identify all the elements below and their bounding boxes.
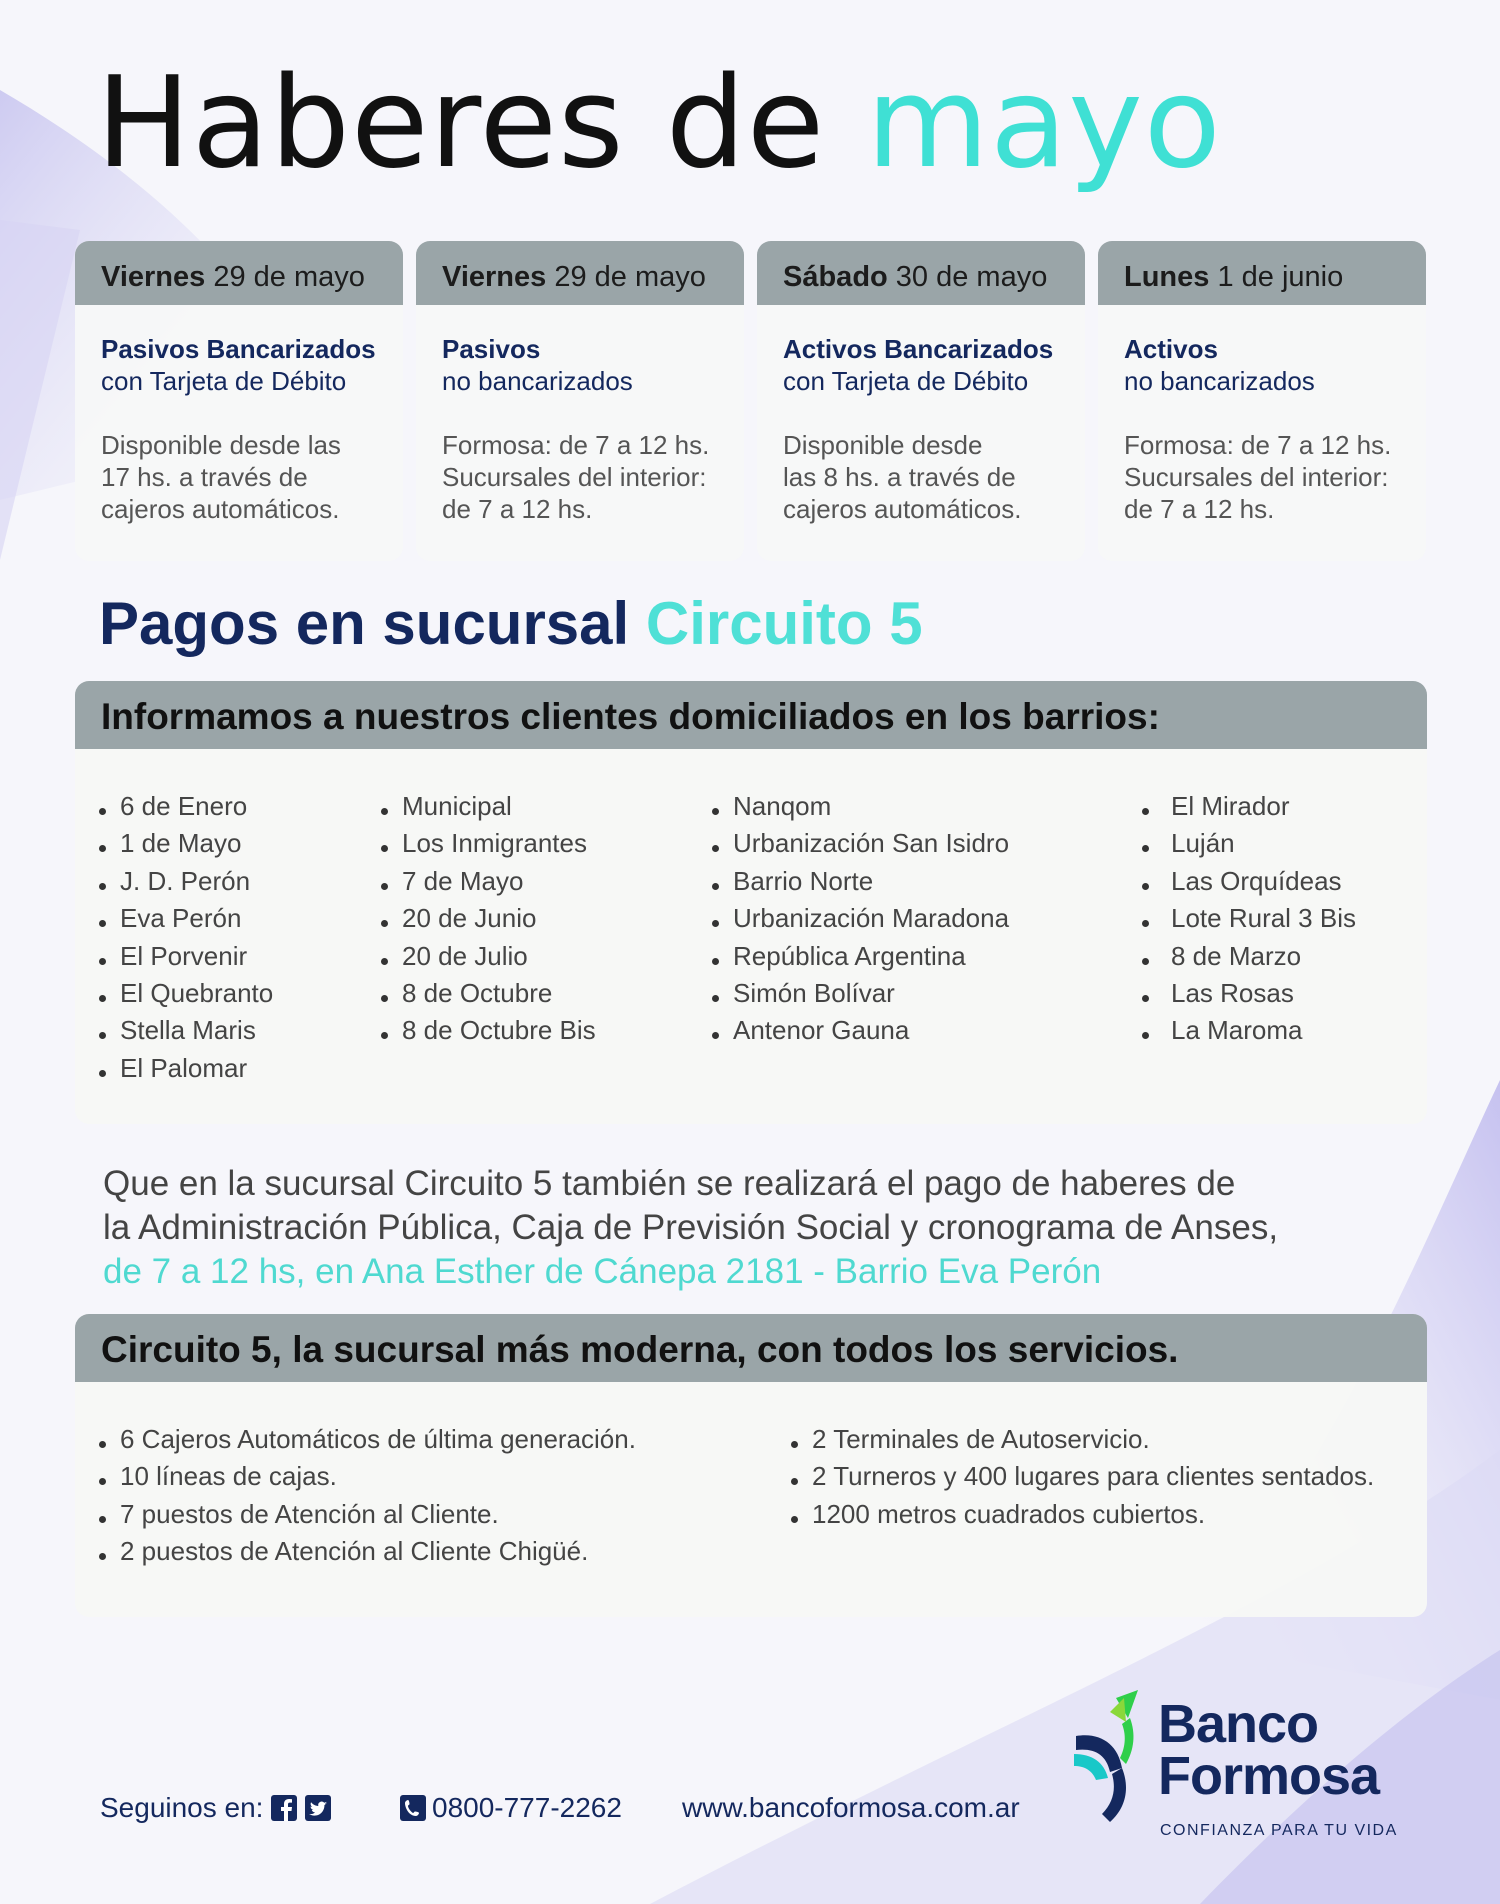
card-desc-line: cajeros automáticos.	[101, 494, 340, 524]
list-item: 2 puestos de Atención al Cliente Chigüé.	[95, 1533, 636, 1570]
list-item: Las Orquídeas	[1136, 863, 1356, 900]
card-description	[101, 429, 403, 525]
card-group: Pasivos	[442, 334, 541, 364]
card-desc-line: Sucursales del interior:	[442, 462, 707, 492]
barrios-panel	[75, 681, 1427, 1124]
card-desc-line: las 8 hs. a través de	[783, 462, 1016, 492]
list-item: Luján	[1136, 825, 1356, 862]
card-group-detail: no bancarizados	[442, 366, 633, 396]
list-item: Urbanización San Isidro	[708, 825, 1009, 862]
list-item: 1200 metros cuadrados cubiertos.	[787, 1496, 1374, 1533]
barrios-column	[708, 788, 1009, 1050]
list-item: Municipal	[377, 788, 596, 825]
phone-number: 0800-777-2262	[432, 1792, 622, 1823]
card-group: Pasivos Bancarizados	[101, 334, 376, 364]
card-day: Viernes	[442, 261, 547, 293]
card-day: Sábado	[783, 261, 888, 293]
card-desc-line: Disponible desde	[783, 430, 983, 460]
list-item: La Maroma	[1136, 1012, 1356, 1049]
card-date	[416, 241, 744, 305]
list-item: 8 de Marzo	[1136, 938, 1356, 975]
card-description	[442, 429, 744, 525]
list-item: 6 de Enero	[95, 788, 273, 825]
list-item: Lote Rural 3 Bis	[1136, 900, 1356, 937]
services-heading: Circuito 5, la sucursal más moderna, con todos los servicios.	[75, 1314, 1427, 1382]
list-item: El Quebranto	[95, 975, 273, 1012]
section-title	[99, 590, 923, 657]
list-item: 7 puestos de Atención al Cliente.	[95, 1496, 636, 1533]
paragraph-line: Que en la sucursal Circuito 5 también se realizará el pago de haberes de	[103, 1164, 1236, 1203]
list-item: El Porvenir	[95, 938, 273, 975]
card-date-text: 29 de mayo	[205, 261, 365, 293]
card-date	[757, 241, 1085, 305]
schedule-card	[1098, 241, 1426, 561]
list-item: 8 de Octubre Bis	[377, 1012, 596, 1049]
list-item: Eva Perón	[95, 900, 273, 937]
list-item: República Argentina	[708, 938, 1009, 975]
list-item: 20 de Junio	[377, 900, 596, 937]
section-title-accent: Circuito 5	[645, 590, 923, 657]
list-item: El Mirador	[1136, 788, 1356, 825]
schedule-card	[416, 241, 744, 561]
footer-website[interactable]	[682, 1792, 1020, 1824]
list-item: J. D. Perón	[95, 863, 273, 900]
card-date-text: 30 de mayo	[887, 261, 1048, 293]
list-item: 20 de Julio	[377, 938, 596, 975]
list-item: Antenor Gauna	[708, 1012, 1009, 1049]
card-desc-line: Formosa: de 7 a 12 hs.	[442, 430, 710, 460]
list-item: Los Inmigrantes	[377, 825, 596, 862]
schedule-card	[75, 241, 403, 561]
list-item: 1 de Mayo	[95, 825, 273, 862]
list-item: Las Rosas	[1136, 975, 1356, 1012]
services-column	[95, 1421, 636, 1571]
services-panel	[75, 1314, 1427, 1617]
paragraph-line: la Administración Pública, Caja de Previsión Social y cronograma de Anses,	[103, 1208, 1279, 1247]
card-date-text: 29 de mayo	[546, 261, 706, 293]
list-item: Nanqom	[708, 788, 1009, 825]
card-date	[1098, 241, 1426, 305]
list-item: El Palomar	[95, 1050, 273, 1087]
list-item: Stella Maris	[95, 1012, 273, 1049]
card-group-detail: con Tarjeta de Débito	[783, 366, 1029, 396]
logo-tagline: CONFIANZA PARA TU VIDA	[1160, 1822, 1398, 1839]
card-day: Viernes	[101, 261, 206, 293]
card-group: Activos	[1124, 334, 1218, 364]
card-day: Lunes	[1124, 261, 1210, 293]
card-date-text: 1 de junio	[1209, 261, 1344, 293]
card-desc-line: de 7 a 12 hs.	[442, 494, 593, 524]
card-desc-line: Disponible desde las	[101, 430, 341, 460]
list-item: 10 líneas de cajas.	[95, 1458, 636, 1495]
list-item: 2 Terminales de Autoservicio.	[787, 1421, 1374, 1458]
facebook-icon[interactable]	[271, 1795, 297, 1821]
card-group-detail: con Tarjeta de Débito	[101, 366, 347, 396]
banco-formosa-logo	[1070, 1688, 1400, 1838]
title-accent: mayo	[866, 49, 1222, 196]
list-item: 8 de Octubre	[377, 975, 596, 1012]
list-item: Urbanización Maradona	[708, 900, 1009, 937]
paragraph-highlight: de 7 a 12 hs, en Ana Esther de Cánepa 2181 - Barrio Eva Perón	[103, 1252, 1102, 1291]
footer-social	[100, 1792, 331, 1824]
card-desc-line: cajeros automáticos.	[783, 494, 1022, 524]
barrios-heading: Informamos a nuestros clientes domiciliados en los barrios:	[75, 681, 1427, 749]
list-item: 6 Cajeros Automáticos de última generación.	[95, 1421, 636, 1458]
logo-name	[1158, 1694, 1380, 1806]
card-group: Activos Bancarizados	[783, 334, 1054, 364]
card-desc-line: 17 hs. a través de	[101, 462, 308, 492]
footer-phone[interactable]	[400, 1792, 622, 1824]
list-item: Barrio Norte	[708, 863, 1009, 900]
phone-icon	[400, 1795, 426, 1821]
card-group-detail: no bancarizados	[1124, 366, 1315, 396]
card-desc-line: de 7 a 12 hs.	[1124, 494, 1275, 524]
list-item: Simón Bolívar	[708, 975, 1009, 1012]
schedule-card	[757, 241, 1085, 561]
social-label: Seguinos en:	[100, 1792, 264, 1823]
schedule-cards	[75, 241, 1427, 561]
services-column	[787, 1421, 1374, 1533]
barrios-column	[1136, 788, 1356, 1050]
card-description	[1124, 429, 1426, 525]
website-link[interactable]: www.bancoformosa.com.ar	[682, 1792, 1020, 1823]
card-date	[75, 241, 403, 305]
section-title-pre: Pagos en sucursal	[99, 590, 646, 657]
barrios-column	[377, 788, 596, 1050]
logo-line1: Banco	[1158, 1694, 1319, 1754]
title-pre: Haberes de	[96, 49, 867, 196]
logo-line2: Formosa	[1158, 1746, 1380, 1806]
main-title	[96, 49, 1222, 196]
list-item: 7 de Mayo	[377, 863, 596, 900]
banco-formosa-logo-icon	[1070, 1688, 1160, 1828]
list-item: 2 Turneros y 400 lugares para clientes sentados.	[787, 1458, 1374, 1495]
barrios-column	[95, 788, 273, 1087]
card-description	[783, 429, 1085, 525]
info-paragraph	[103, 1162, 1353, 1294]
card-desc-line: Formosa: de 7 a 12 hs.	[1124, 430, 1392, 460]
card-desc-line: Sucursales del interior:	[1124, 462, 1389, 492]
twitter-icon[interactable]	[305, 1795, 331, 1821]
